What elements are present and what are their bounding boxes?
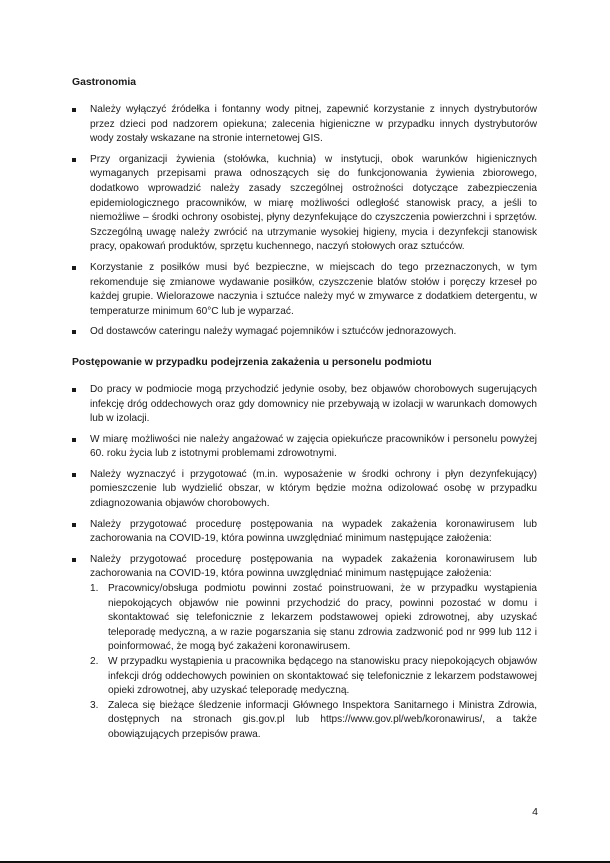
bullet-icon — [72, 158, 76, 162]
bullet-icon — [72, 266, 76, 270]
list-item-text: W miarę możliwości nie należy angażować w zajęcia opiekuńcze pracowników i personelu powyżej 60. roku życia lub z istotnymi problemami zdrowotnymi. — [90, 433, 537, 460]
list-item — [72, 383, 537, 427]
sublist-text: W przypadku wystąpienia u pracownika będącego na stanowisku pracy niepokojących objawów infekcji dróg oddechowych powinien on skontaktować się telefonicznie z lekarzem podstawowej opieki zdrowotnej, aby uzyskać teleporadę medyczną. — [108, 656, 537, 697]
list-item-text: Przy organizacji żywienia (stołówka, kuchnia) w instytucji, obok warunków higienicznych wymaganych przepisami prawa odnoszących się do funkcjonowania żywienia zbiorowego, dodatkowo wprowadzić należy zasady szczególnej ostrożności dotyczące zabezpieczenia epidemiologicznego pracowników, w miarę możliwości odległość stanowisk pracy, a jeśli to niemożliwe – środki ochrony osobistej, płyny dezynfekujące do czyszczenia powierzchni i sprzętów. Szczególną uwagę należy zwrócić na utrzymanie wysokiej higieny, mycia i dezynfekcji stanowisk pracy, opakowań produktów, sprzętu kuchennego, naczyń stołowych oraz sztućców. — [90, 153, 537, 253]
bullet-icon — [72, 473, 76, 477]
list-item-text: Należy wyłączyć źródełka i fontanny wody pitnej, zapewnić korzystanie z innych dystrybutorów przez dzieci pod nadzorem opiekuna; zalecenia higieniczne w przypadku innych dystrybutorów wody zostały wskazane na stronie internetowej GIS. — [90, 104, 537, 145]
bullet-icon — [72, 108, 76, 112]
postepowanie-list — [72, 383, 537, 743]
list-item — [72, 103, 537, 147]
list-item-text: Korzystanie z posiłków musi być bezpieczne, w miejscach do tego przeznaczonych, w tym rekomenduje się zmianowe wydawanie posiłków, czyszczenie blatów stołów i poręczy krzeseł po każdej grupie. Wielorazowe naczynia i sztućce należy myć w zmywarce z dodatkiem detergentu, w temperaturze minimum 60°C lub je wyparzać. — [90, 261, 537, 317]
sublist-text: Zaleca się bieżące śledzenie informacji Głównego Inspektora Sanitarnego i Ministra Zdrowia, dostępnych na stronach gis.gov.pl lub https://www.gov.pl/web/koronawirus/, a także obowiązujących przepisów prawa. — [108, 699, 537, 740]
list-item — [72, 553, 537, 743]
sublist-item — [90, 699, 537, 743]
page-number: 4 — [532, 806, 538, 818]
sublist-item — [90, 582, 537, 655]
sublist-number: 2. — [90, 656, 99, 667]
list-item-text: Należy przygotować procedurę postępowania na wypadek zakażenia koronawirusem lub zachorowania na COVID-19, która powinna uwzględniać minimum następujące założenia: — [90, 553, 537, 580]
bullet-icon — [72, 438, 76, 442]
section-title-postepowanie: Postępowanie w przypadku podejrzenia zakażenia u personelu podmiotu — [72, 356, 432, 368]
gastronomia-list — [72, 103, 537, 340]
list-item — [72, 433, 537, 462]
list-item-text: Od dostawców cateringu należy wymagać pojemników i sztućców jednorazowych. — [90, 326, 457, 338]
sublist-text: Pracownicy/obsługa podmiotu powinni zostać poinstruowani, że w przypadku wystąpienia niepokojących objawów nie powinni przychodzić do pracy, powinni pozostać w domu i skontaktować się telefonicznie z lekarzem podstawowej opieki zdrowotnej, aby uzyskać teleporadę medyczną, a w razie pogarszania się stanu zdrowia zadzwonić pod nr 999 lub 112 i poinformować, że mogą być zakażeni koronawirusem. — [108, 583, 537, 653]
sublist-item — [90, 655, 537, 699]
bullet-icon — [72, 523, 76, 527]
procedure-sublist — [90, 582, 537, 743]
list-item-text: Należy przygotować procedurę postępowania na wypadek zakażenia koronawirusem lub zachorowania na COVID-19, która powinna uwzględniać minimum następujące założenia: — [90, 518, 537, 545]
page-content — [72, 76, 537, 749]
list-item — [72, 261, 537, 319]
list-item — [72, 468, 537, 512]
section-title-gastronomia: Gastronomia — [72, 77, 137, 88]
list-item-text: Do pracy w podmiocie mogą przychodzić jedynie osoby, bez objawów chorobowych sugerujących infekcję dróg oddechowych oraz gdy domownicy nie przebywają w izolacji w warunkach domowych lub w izolacji. — [90, 383, 537, 425]
list-item — [72, 518, 537, 547]
list-item-text: Należy wyznaczyć i przygotować (m.in. wyposażenie w środki ochrony i płyn dezynfekujący) pomieszczenie lub wydzielić obszar, w którym będzie można odizolować osobę w przypadku zdiagnozowania objawów chorobowych. — [90, 468, 537, 510]
sublist-number: 1. — [90, 583, 99, 595]
sublist-number: 3. — [90, 699, 99, 711]
list-item — [72, 325, 537, 340]
bullet-icon — [72, 558, 76, 562]
bullet-icon — [72, 388, 76, 392]
bullet-icon — [72, 330, 76, 334]
list-item — [72, 153, 537, 255]
